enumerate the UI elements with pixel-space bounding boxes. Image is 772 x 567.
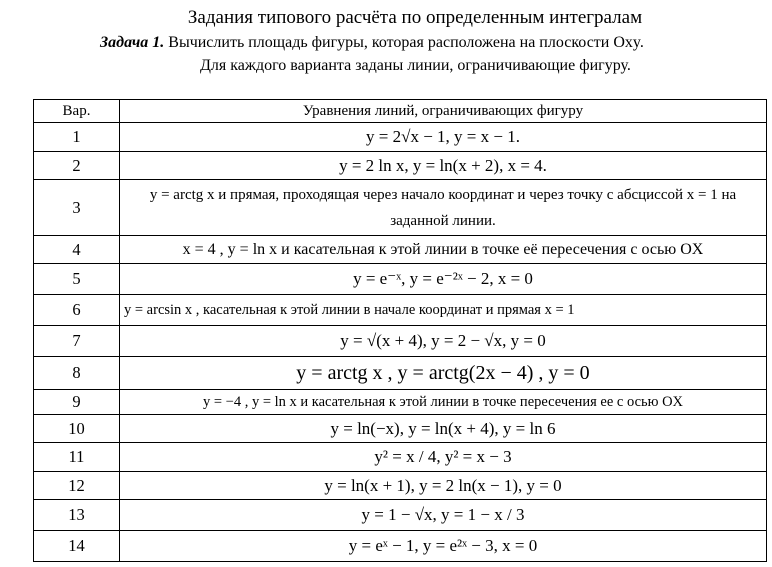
variant-number: 12 [34,472,120,500]
header-equations: Уравнения линий, ограничивающих фигуру [120,100,767,123]
variant-number: 9 [34,390,120,415]
variant-number: 6 [34,295,120,326]
variant-number: 10 [34,415,120,443]
variant-number: 13 [34,500,120,531]
variant-number: 1 [34,123,120,152]
variant-number: 4 [34,236,120,264]
table-row [34,236,767,264]
table-row [34,295,767,326]
variant-number: 11 [34,443,120,472]
variant-equations: x = 4 , y = ln x и касательная к этой линии в точке её пересечения с осью OX [120,236,767,264]
variant-number: 5 [34,264,120,295]
variant-equations: y = ln(−x), y = ln(x + 4), y = ln 6 [120,415,767,443]
variant-number: 14 [34,531,120,562]
variant-equations: y = 2 ln x, y = ln(x + 2), x = 4. [120,152,767,180]
variant-equations: y = arctg x , y = arctg(2x − 4) , y = 0 [120,357,767,390]
variant-equations: y² = x / 4, y² = x − 3 [120,443,767,472]
variant-equations: y = e⁻ˣ, y = e⁻²ˣ − 2, x = 0 [120,264,767,295]
task-text: Вычислить площадь фигуры, которая расположена на плоскости Oxy. [168,34,644,51]
variant-number: 8 [34,357,120,390]
variant-number: 3 [34,180,120,236]
variant-equations: y = 2√x − 1, y = x − 1. [120,123,767,152]
table-row [34,180,767,236]
table-row [34,443,767,472]
variant-equations: y = arctg x и прямая, проходящая через начало координат и через точку с абсциссой x = 1 на заданной линии. [120,180,767,236]
variant-equations: y = eˣ − 1, y = e²ˣ − 3, x = 0 [120,531,767,562]
table-row [34,357,767,390]
table-row [34,415,767,443]
variants-table [33,99,767,562]
table-row [34,531,767,562]
variant-equations: y = arcsin x , касательная к этой линии в начале координат и прямая x = 1 [120,295,767,326]
header-variant: Вар. [34,100,120,123]
task-label: Задача 1. [100,34,165,51]
task-statement [100,34,644,52]
table-row [34,500,767,531]
page-title: Задания типового расчёта по определенным интегралам [187,7,643,28]
table-row [34,326,767,357]
variant-equations: y = −4 , y = ln x и касательная к этой линии в точке пересечения ее с осью OX [120,390,767,415]
table-row [34,390,767,415]
variant-equations: y = 1 − √x, y = 1 − x / 3 [120,500,767,531]
table-header-row [34,100,767,123]
table-row [34,152,767,180]
table-row [34,123,767,152]
table-row [34,264,767,295]
variant-equations: y = √(x + 4), y = 2 − √x, y = 0 [120,326,767,357]
table-row [34,472,767,500]
variant-equations: y = ln(x + 1), y = 2 ln(x − 1), y = 0 [120,472,767,500]
variant-number: 2 [34,152,120,180]
variant-number: 7 [34,326,120,357]
task-text-2: Для каждого варианта заданы линии, ограничивающие фигуру. [200,57,631,74]
